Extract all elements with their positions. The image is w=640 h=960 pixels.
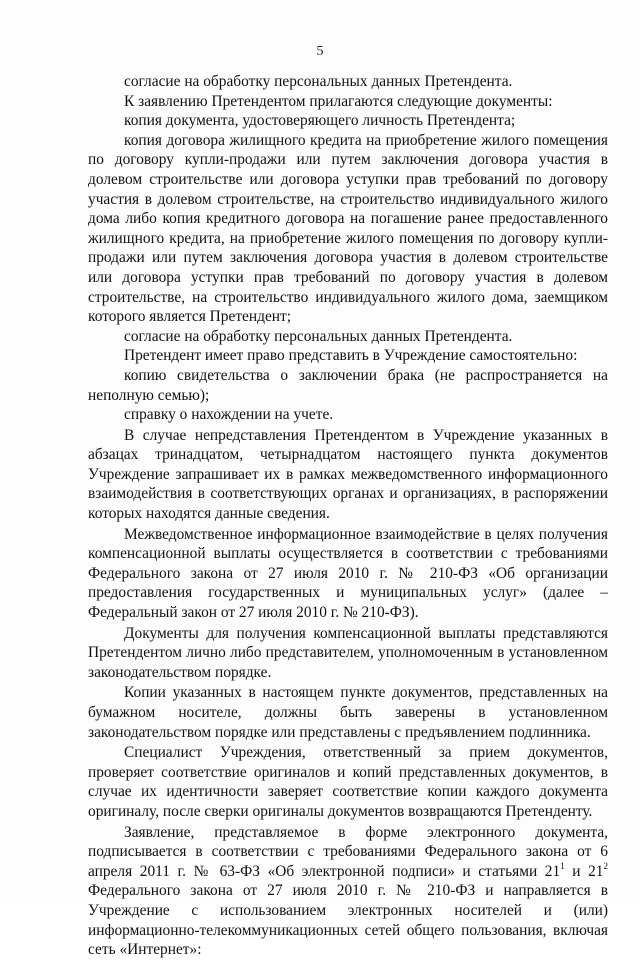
page-number: 5 bbox=[316, 44, 324, 59]
paragraph: Копии указанных в настоящем пункте документов, представленных на бумажном носителе, должны быть заверены в установленном законодательством порядке или представлены с предъявлением подлинника. bbox=[88, 684, 608, 741]
paragraph: согласие на обработку персональных данных Претендента. bbox=[124, 327, 513, 345]
paragraph-text: Федерального закона от 27 июля 2010 г. № 210-ФЗ и направляется в Учреждение с использованием электронных носителей и (или) информационно-телекоммуникационных сетей общего пользования, включая сеть «Интернет»: bbox=[88, 882, 608, 959]
paragraph-text: Заявление, представляемое в форме электронного документа, подписывается в соответствии с требованиями Федерального закона от 6 апреля 2011 г. № 63-ФЗ «Об электронной подписи» и статьями 21 bbox=[88, 823, 608, 880]
paragraph: согласие на обработку персональных данных Претендента. bbox=[124, 73, 513, 90]
paragraph: К заявлению Претендентом прилагаются следующие документы: bbox=[124, 92, 553, 110]
paragraph-electronic-application bbox=[88, 823, 608, 960]
document-body bbox=[88, 72, 608, 960]
paragraph-text: и 21 bbox=[564, 862, 604, 880]
paragraph: Межведомственное информационное взаимодействие в целях получения компенсационной выплаты осуществляется в соответствии с требованиями Федерального закона от 27 июля 2010 г. № 210-ФЗ «Об организации предоставления государственных и муниципальных услуг» (далее – Федеральный закон от 27 июля 2010 г. № 210-ФЗ). bbox=[88, 525, 608, 622]
paragraph: копию свидетельства о заключении брака (не распространяется на неполную семью); bbox=[88, 366, 608, 404]
superscript: 2 bbox=[603, 860, 609, 871]
paragraph: Специалист Учреждения, ответственный за прием документов, проверяет соответствие оригиналов и копий представленных документов, в случае их идентичности заверяет соответствие копии каждого документа оригиналу, после сверки оригиналы документов возвращаются Претенденту. bbox=[88, 744, 608, 820]
superscript: 1 bbox=[560, 860, 565, 871]
paragraph: справку о нахождении на учете. bbox=[124, 406, 334, 424]
paragraph: Претендент имеет право представить в Учреждение самостоятельно: bbox=[124, 347, 578, 365]
paragraph: В случае непредставления Претендентом в Учреждение указанных в абзацах тринадцатом, четырнадцатом настоящего пункта документов Учреждение запрашивает их в рамках межведомственного информационного взаимодействия в соответствующих органах и организациях, в распоряжении которых находятся данные сведения. bbox=[88, 426, 608, 523]
paragraph: копия договора жилищного кредита на приобретение жилого помещения по договору купли-продажи или путем заключения договора участия в долевом строительстве или договора уступки прав требований по договору участия в долевом строительстве, на строительство индивидуального жилого дома либо копия кредитного договора на погашение ранее предоставленного жилищного кредита, на приобретение жилого помещения по договору купли-продажи или путем заключения договора участия в долевом строительстве или договора уступки прав требований по договору участия в долевом строительстве, на строительство индивидуального жилого дома, заемщиком которого является Претендент; bbox=[88, 131, 608, 326]
paragraph: Документы для получения компенсационной выплаты представляются Претендентом лично либо представителем, уполномоченным в установленном законодательством порядке. bbox=[88, 624, 608, 681]
paragraph: копия документа, удостоверяющего личность Претендента; bbox=[124, 112, 516, 130]
